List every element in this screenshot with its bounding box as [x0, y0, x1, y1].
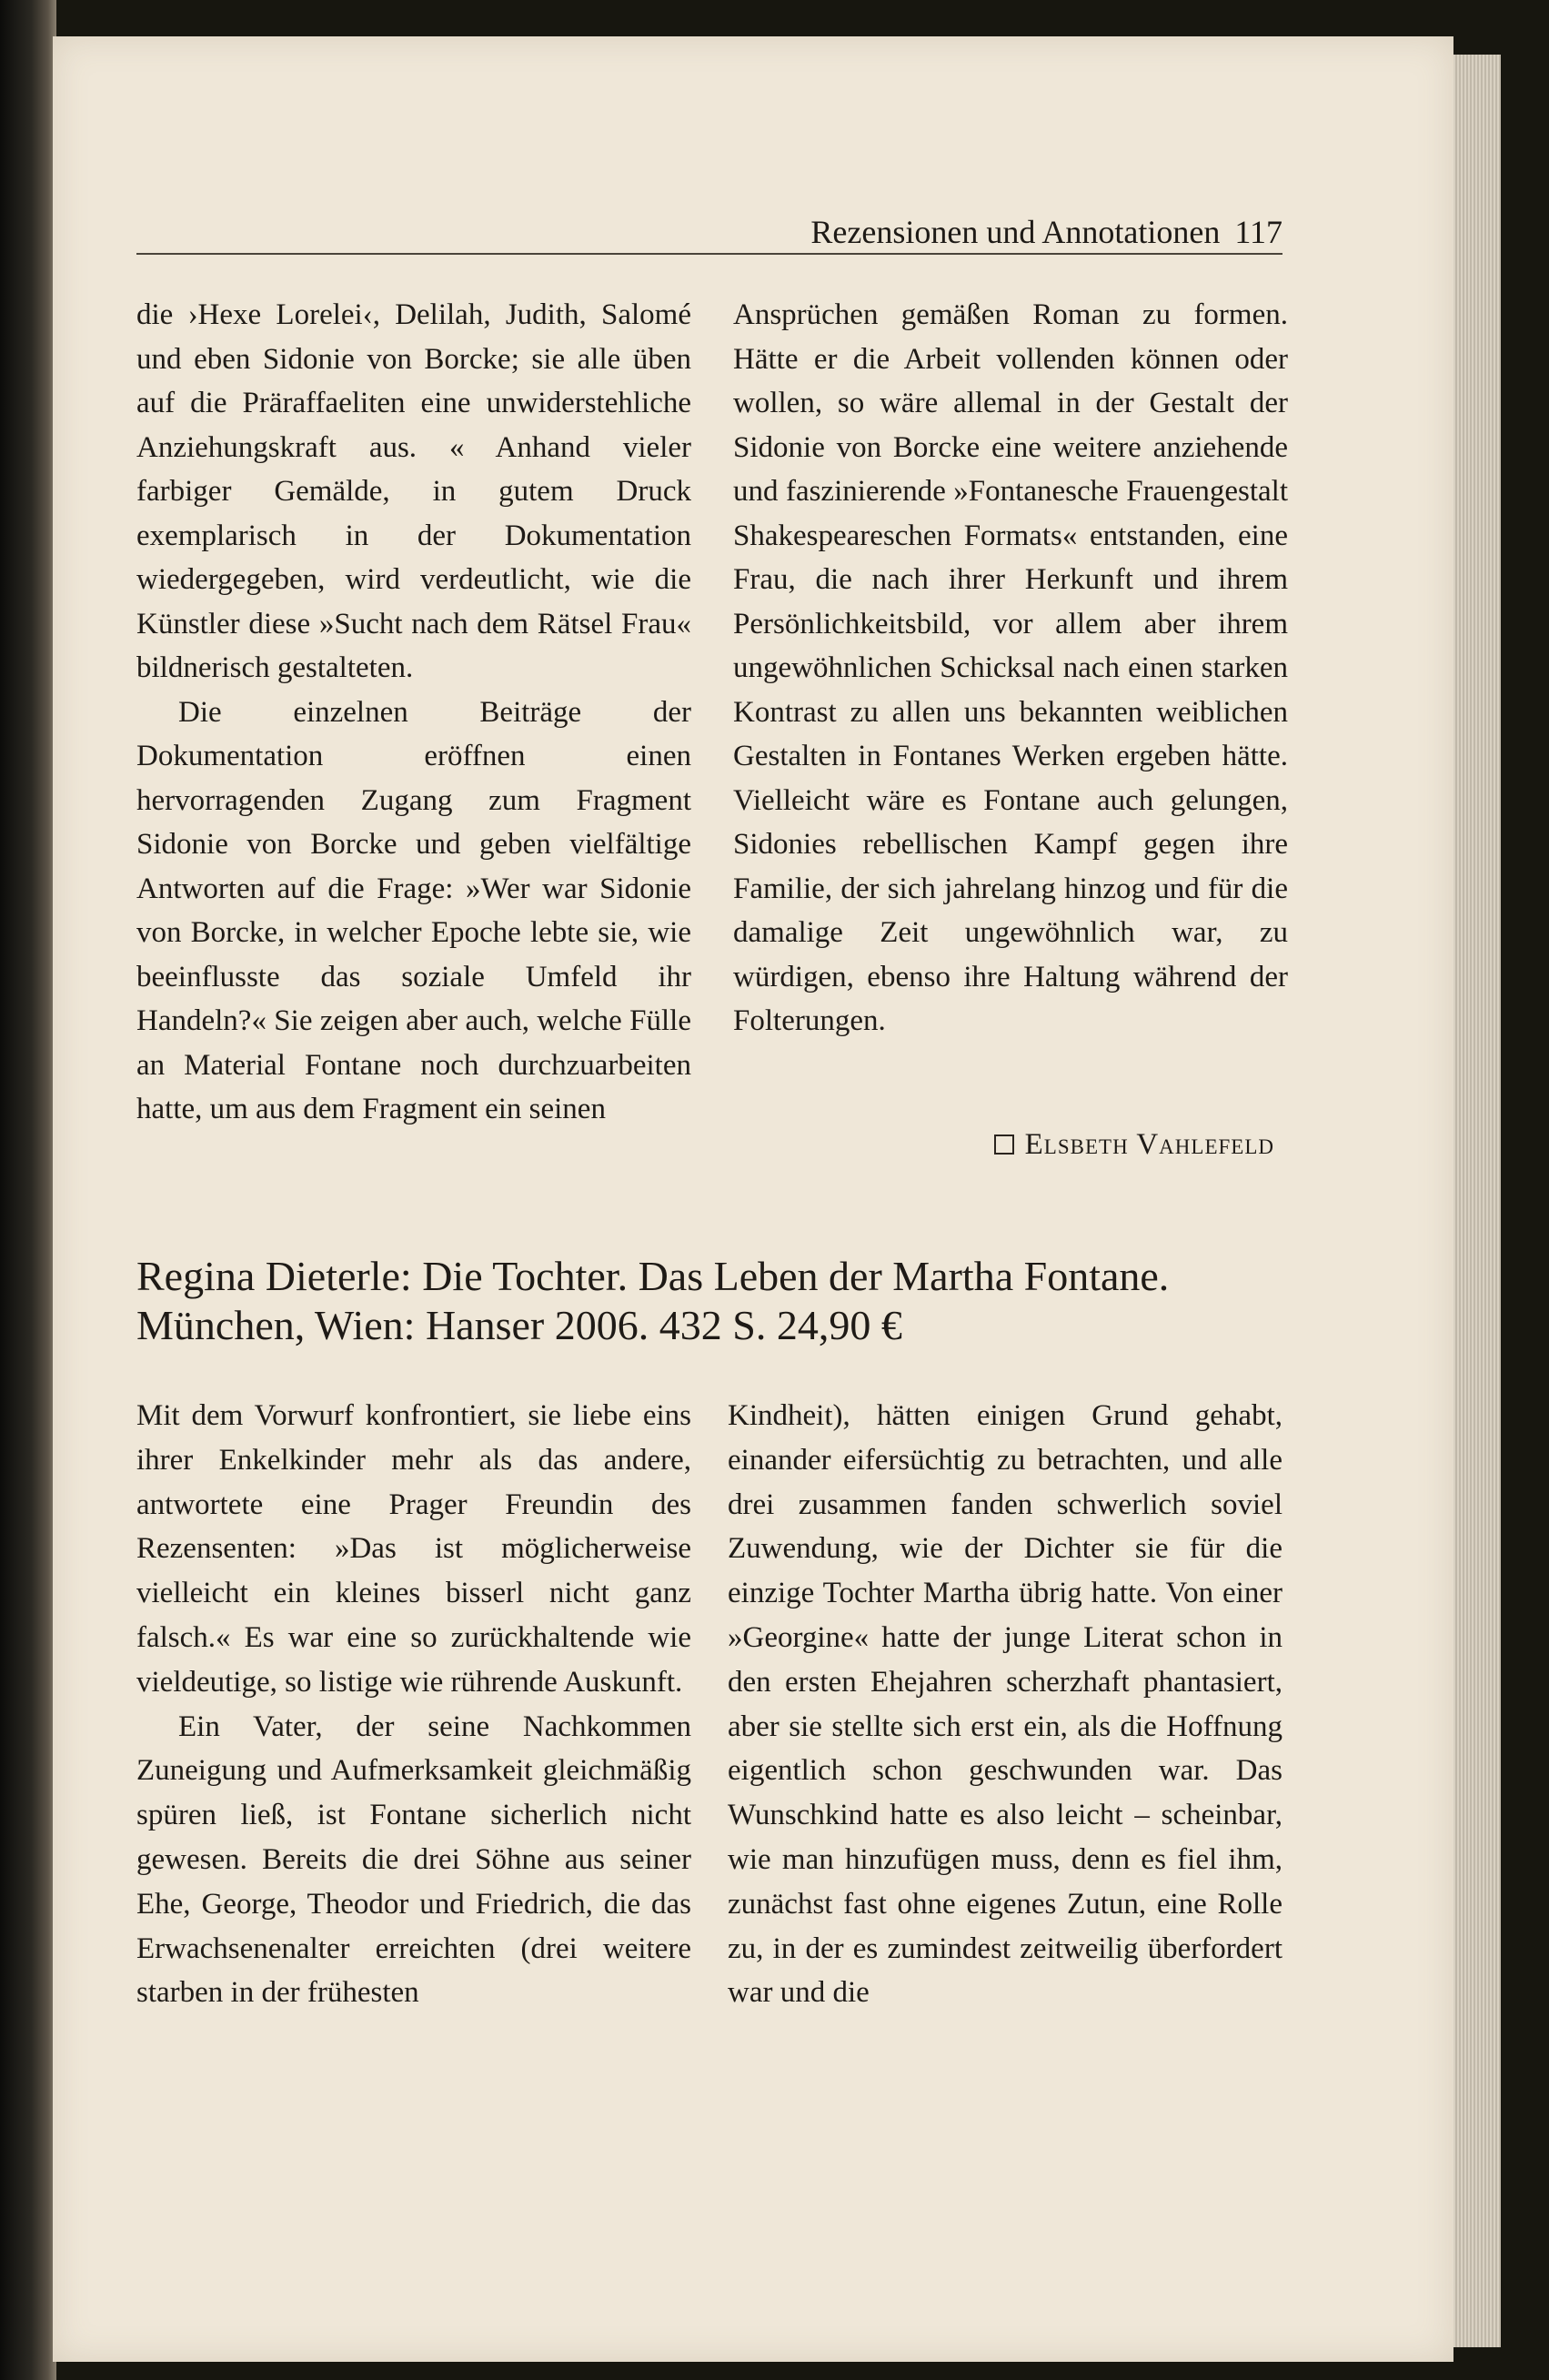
- review2-title: Regina Dieterle: Die Tochter. Das Leben der Martha Fontane. München, Wien: Hanser 2006. 432 S. 24,90 €: [136, 1253, 1170, 1348]
- review1-signature: [994, 1128, 1274, 1162]
- paragraph: Mit dem Vorwurf konfrontiert, sie liebe eins ihrer Enkelkinder mehr als das andere, antwortete eine Prager Freundin des Rezensenten: »Das ist möglicherweise vielleicht ein kleines bisserl nicht ganz falsch.« Es war eine so zurückhaltende wie vieldeutige, so listige wie rührende Auskunft.: [136, 1399, 691, 1699]
- square-box-icon: [994, 1135, 1014, 1155]
- reviewer-name: Elsbeth Vahlefeld: [1024, 1128, 1274, 1161]
- running-header-text: [796, 213, 1282, 251]
- paragraph: die ›Hexe Lorelei‹, Delilah, Judith, Salomé und eben Sidonie von Borcke; sie alle üben auf die Präraffaeliten eine unwiderstehliche Anziehungskraft aus. « Anhand vieler farbiger Gemälde, in gutem Druck exemplarisch in der Dokumentation wiedergegeben, wird verdeutlicht, wie die Künstler diese »Sucht nach dem Rätsel Frau« bildnerisch gestalteten.: [136, 298, 691, 684]
- running-header-title: Rezensionen und Annotationen: [810, 214, 1221, 250]
- paragraph: Ein Vater, der seine Nachkommen Zuneigung und Aufmerksamkeit gleichmäßig spüren ließ, ist Fontane sicherlich nicht gewesen. Bereits die drei Söhne aus seiner Ehe, George, Theodor und Friedrich, die das Erwachsenenalter erreichten (drei weitere starben in der frühesten: [136, 1709, 691, 2010]
- page-edges: [1453, 55, 1501, 2347]
- paragraph: Kindheit), hätten einigen Grund gehabt, einander eifersüchtig zu betrachten, und alle drei zusammen fanden schwerlich soviel Zuwendung, wie der Dichter sie für die einzige Tochter Martha übrig hatte. Von einer »Georgine« hatte der junge Literat schon in den ersten Ehejahren scherzhaft phantasiert, aber sie stellte sich erst ein, als die Hoffnung eigentlich schon geschwunden war. Das Wunschkind hatte es also leicht – scheinbar, wie man hinzufügen muss, denn es fiel ihm, zunächst fast ohne eigenes Zutun, eine Rolle zu, in der es zumindest zeitweilig überfordert war und die: [728, 1399, 1282, 2010]
- book-spine: [0, 0, 56, 2380]
- paragraph: Ansprüchen gemäßen Roman zu formen. Hätte er die Arbeit vollenden können oder wollen, so wäre allemal in der Gestalt der Sidonie von Borcke eine weitere anziehende und faszinierende »Fontanesche Frauengestalt Shakespeareschen Formats« entstanden, eine Frau, die nach ihrer Herkunft und ihrem Persönlichkeitsbild, vor allem aber ihrem ungewöhnlichen Schicksal nach einen starken Kontrast zu allen uns bekannten weiblichen Gestalten in Fontanes Werken ergeben hätte. Vielleicht wäre es Fontane auch gelungen, Sidonies rebellischen Kampf gegen ihre Familie, der sich jahrelang hinzog und für die damalige Zeit ungewöhnlich war, zu würdigen, ebenso ihre Haltung während der Folterungen.: [733, 298, 1288, 1037]
- page-number: 117: [1234, 214, 1282, 250]
- review2-column-left: [136, 1394, 691, 2015]
- review1-column-right: [733, 293, 1288, 1044]
- paragraph: Die einzelnen Beiträge der Dokumentation eröffnen einen hervorragenden Zugang zum Fragment Sidonie von Borcke und geben vielfältige Antworten auf die Frage: »Wer war Sidonie von Borcke, in welcher Epoche lebte sie, wie beeinflusste das soziale Umfeld ihr Handeln?« Sie zeigen aber auch, welche Fülle an Material Fontane noch durchzuarbeiten hatte, um aus dem Fragment ein seinen: [136, 695, 691, 1125]
- running-header: [136, 206, 1282, 255]
- review2-column-right: [728, 1394, 1282, 2015]
- review1-column-left: [136, 293, 691, 1132]
